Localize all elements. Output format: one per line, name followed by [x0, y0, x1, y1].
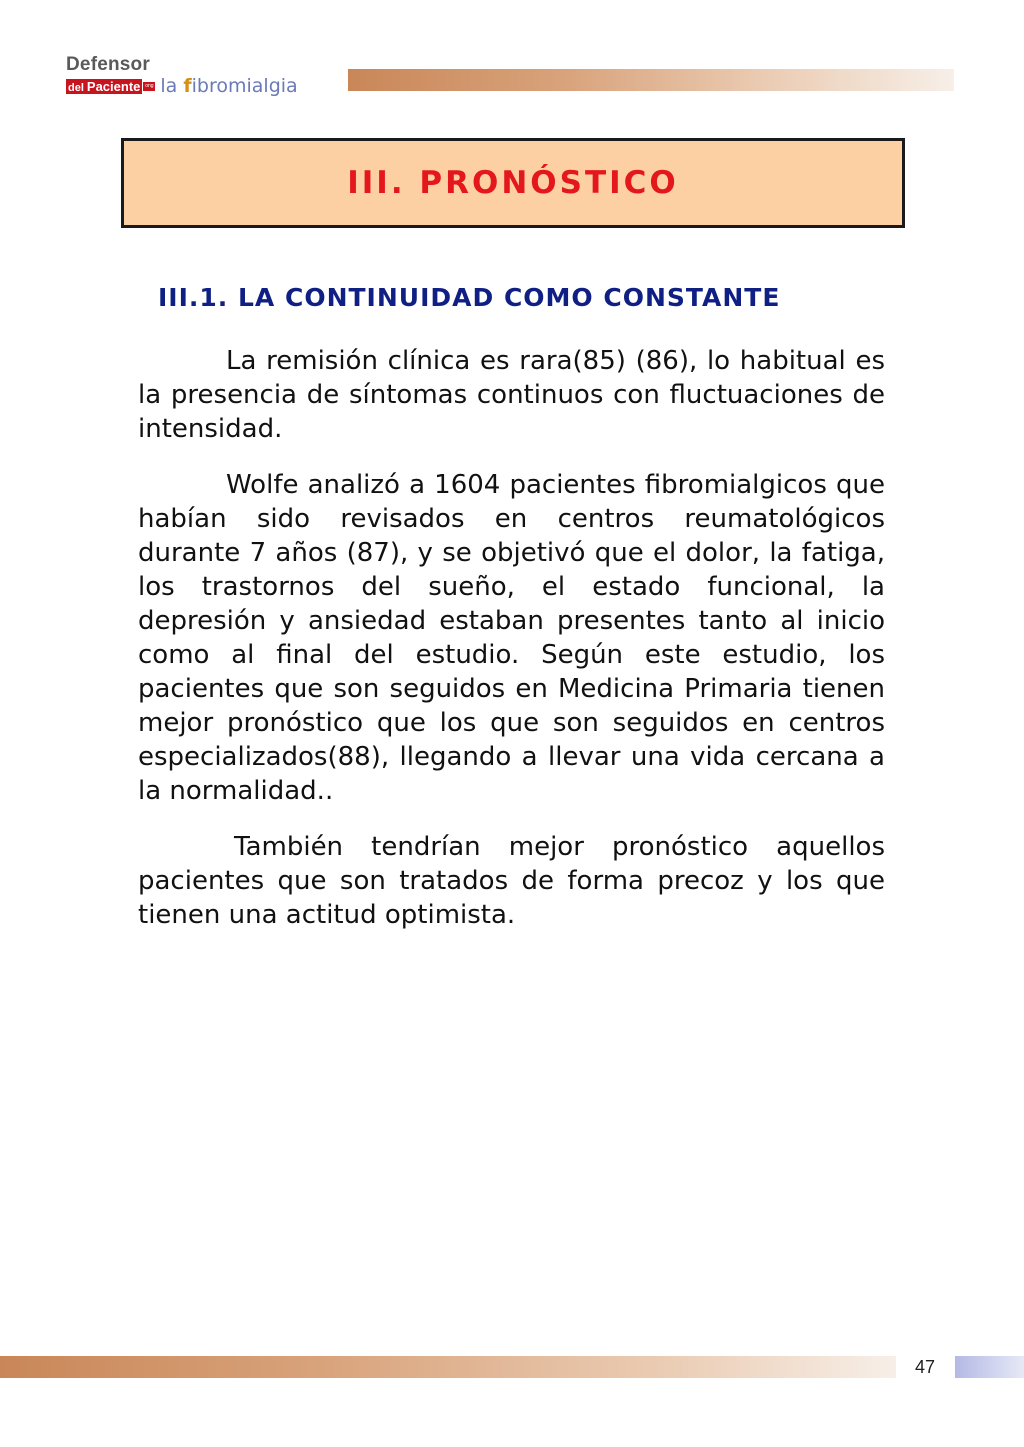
- chapter-title-box: [121, 138, 905, 228]
- footer-blue-bar: [955, 1356, 1024, 1378]
- logo-paciente-box: [66, 79, 142, 94]
- logo-row: [66, 76, 298, 96]
- header-gradient-bar: [348, 69, 954, 91]
- body-text: [138, 344, 885, 954]
- footer-gradient-bar: [0, 1356, 896, 1378]
- header-subject: [160, 76, 297, 96]
- chapter-title: III. PRONÓSTICO: [347, 165, 679, 201]
- logo-paciente-text: Paciente: [86, 78, 141, 94]
- paragraph-1: La remisión clínica es rara(85) (86), lo habitual es la presencia de síntomas continuos con fluctuaciones de intensidad.: [138, 346, 885, 444]
- paragraph-3: También tendrían mejor pronóstico aquellos pacientes que son tratados de forma precoz y los que tienen una actitud optimista.: [138, 832, 885, 930]
- header-subject-la: la: [160, 75, 184, 97]
- logo-title: Defensor: [66, 54, 150, 75]
- header-subject-rest: ibromialgia: [191, 75, 298, 97]
- logo-del-text: del: [68, 81, 84, 94]
- section-heading: III.1. LA CONTINUIDAD COMO CONSTANTE: [158, 283, 781, 312]
- page-number: 47: [914, 1357, 936, 1377]
- header-subject-f: f: [183, 75, 192, 97]
- paragraph-2: Wolfe analizó a 1604 pacientes fibromialgicos que habían sido revisados en centros reumatológicos durante 7 años (87), y se objetivó que el dolor, la fatiga, los trastornos del sueño, el estado funcional, la depresión y ansiedad estaban presentes tanto al inicio como al final del estudio. Según este estudio, los pacientes que son seguidos en Medicina Primaria tienen mejor pronóstico que los que son seguidos en centros especializados(88), llegando a llevar una vida cercana a la normalidad..: [138, 470, 885, 806]
- logo-defensor-del-paciente: [66, 56, 298, 96]
- logo-ong-mark: ong: [145, 82, 154, 89]
